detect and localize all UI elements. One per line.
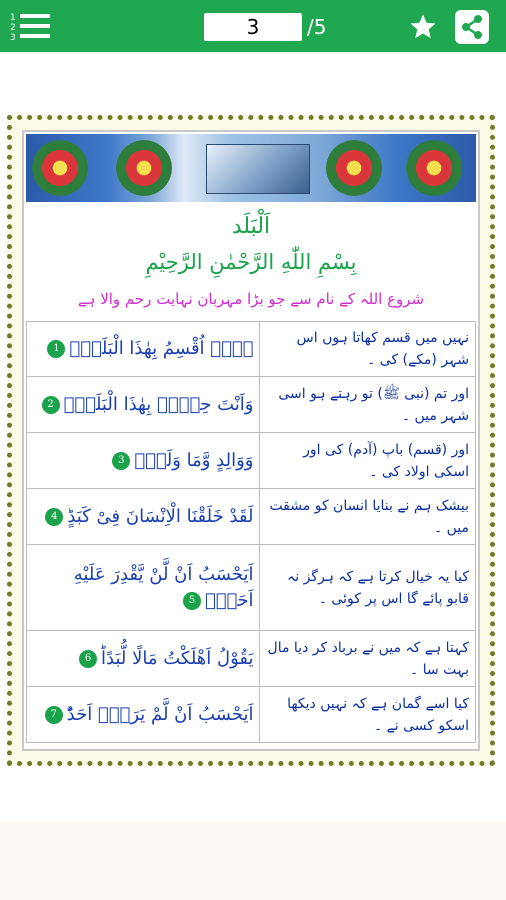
bismillah: بِسْمِ اللّٰهِ الرَّحْمٰنِ الرَّحِيْمِ — [145, 250, 357, 274]
decorative-banner — [26, 134, 476, 202]
verse-list-button[interactable] — [8, 10, 52, 42]
urdu-translation: بیشک ہم نے بنایا انسان کو مشقت میں ۔ — [260, 489, 476, 545]
share-button[interactable] — [455, 10, 489, 44]
ad-placeholder — [0, 822, 506, 900]
arabic-text: وَاَنْتَ حِلٌّۢ بِهٰذَا الْبَلَدِۙ — [63, 393, 254, 415]
verse-number-marker: 7 — [45, 706, 63, 724]
floral-ornament-icon — [116, 140, 172, 196]
page-total-label: /5 — [307, 15, 327, 39]
verse-table — [26, 321, 476, 743]
urdu-translation: اور تم (نبی ﷺ) تو رہتے ہو اسی شہر میں ۔ — [260, 377, 476, 433]
verse-number-marker: 4 — [45, 508, 63, 526]
verse-row[interactable] — [27, 489, 476, 545]
verse-row[interactable] — [27, 377, 476, 433]
translation-intro: شروع اللہ کے نام سے جو بڑا مہربان نہایت رحم والا ہے — [77, 290, 425, 308]
arabic-verse — [27, 489, 260, 545]
urdu-translation: کہتا ہے کہ میں نے برباد کر دیا مال بہت سا ۔ — [260, 631, 476, 687]
surah-frame — [7, 115, 495, 766]
verse-row[interactable] — [27, 545, 476, 631]
floral-ornament-icon — [406, 140, 462, 196]
favorite-button[interactable] — [408, 12, 438, 42]
floral-ornament-icon — [32, 140, 88, 196]
share-icon — [455, 10, 489, 44]
star-icon — [408, 12, 438, 42]
svg-text:1: 1 — [10, 13, 16, 23]
arabic-verse — [27, 687, 260, 743]
app-toolbar — [0, 0, 506, 52]
arabic-verse — [27, 377, 260, 433]
urdu-translation: کیا یہ خیال کرتا ہے کہ ہرگز نہ قابو پائے گا اس پر کوئی ۔ — [260, 545, 476, 631]
arabic-text: وَوَالِدٍ وَّمَا وَلَدَۙ — [134, 449, 254, 471]
verse-number-marker: 3 — [112, 452, 130, 470]
arabic-text: اَیَحْسَبُ اَنْ لَّنْ یَّقْدِرَ عَلَیْهِ اَحَدٌۘ — [73, 563, 254, 611]
arabic-verse — [27, 545, 260, 631]
verse-row[interactable] — [27, 322, 476, 377]
surah-panel — [22, 130, 480, 751]
page-number-input[interactable]: 3 — [204, 13, 302, 41]
arabic-verse — [27, 322, 260, 377]
urdu-translation: کیا اسے گمان ہے کہ نہیں دیکھا اسکو کسی نے ۔ — [260, 687, 476, 743]
arabic-text: لَقَدْ خَلَقْنَا الْاِنْسَانَ فِیْ كَبَدٍؕ — [67, 505, 254, 527]
verse-number-marker: 5 — [183, 592, 201, 610]
arabic-text: یَقُوْلُ اَهْلَكْتُ مَالًا لُّبَدًاؕ — [101, 647, 254, 669]
urdu-translation: اور (قسم) باپ (آدم) کی اور اسکی اولاد کی ۔ — [260, 433, 476, 489]
verse-row[interactable] — [27, 687, 476, 743]
arabic-text: لَاۤ اُقْسِمُ بِهٰذَا الْبَلَدِۙ — [69, 338, 254, 359]
quran-book-image — [206, 144, 310, 194]
numbered-list-icon — [8, 10, 52, 42]
arabic-verse — [27, 433, 260, 489]
floral-ornament-icon — [326, 140, 382, 196]
verse-row[interactable] — [27, 433, 476, 489]
svg-text:3: 3 — [10, 33, 16, 42]
arabic-verse — [27, 631, 260, 687]
arabic-text: اَیَحْسَبُ اَنْ لَّمْ یَرَهٗۤ اَحَدٌؕ — [66, 703, 254, 725]
verse-number-marker: 1 — [47, 340, 65, 358]
verse-number-marker: 6 — [79, 650, 97, 668]
svg-text:2: 2 — [10, 23, 16, 33]
verse-number-marker: 2 — [42, 396, 60, 414]
surah-title: اَلْبَلَد — [231, 214, 271, 239]
verse-row[interactable] — [27, 631, 476, 687]
urdu-translation: نہیں میں قسم کھاتا ہوں اس شہر (مکے) کی ۔ — [260, 322, 476, 377]
